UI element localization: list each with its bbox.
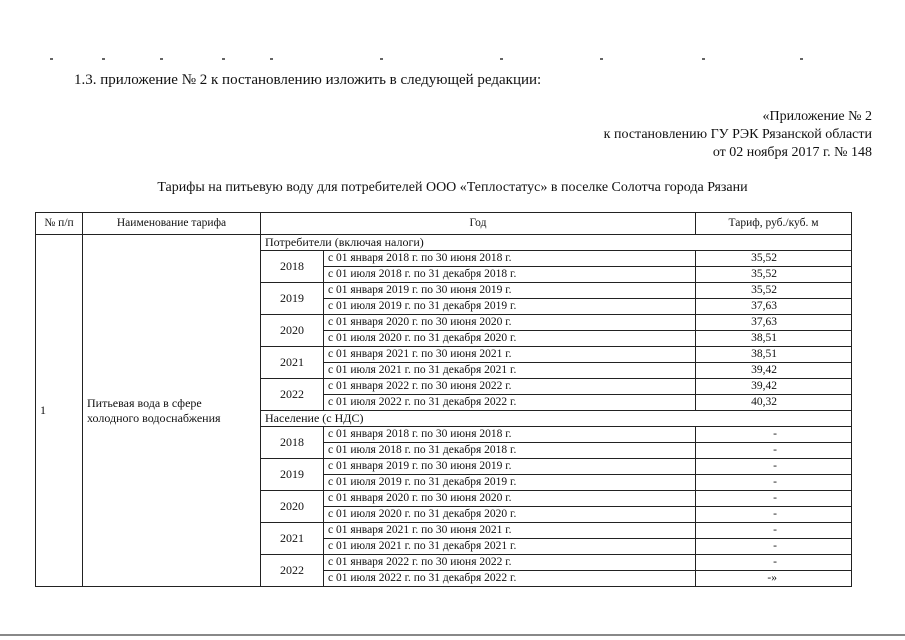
tariff-value-cell: -	[696, 491, 852, 507]
group-label: Потребители (включая налоги)	[261, 235, 852, 251]
period-cell: с 01 июля 2018 г. по 31 декабря 2018 г.	[324, 267, 696, 283]
year-cell: 2020	[261, 491, 324, 523]
tariff-value-cell: -	[696, 539, 852, 555]
period-cell: с 01 января 2020 г. по 30 июня 2020 г.	[324, 315, 696, 331]
header-year: Год	[261, 213, 696, 235]
year-cell: 2018	[261, 427, 324, 459]
row-number-cell: 1	[36, 235, 83, 587]
period-cell: с 01 января 2018 г. по 30 июня 2018 г.	[324, 427, 696, 443]
year-cell: 2020	[261, 315, 324, 347]
tariff-value-cell: 39,42	[696, 363, 852, 379]
table-body	[36, 235, 852, 587]
table-header-row	[36, 213, 852, 235]
appendix-header	[604, 108, 872, 162]
period-cell: с 01 января 2022 г. по 30 июня 2022 г.	[324, 379, 696, 395]
period-cell: с 01 июля 2019 г. по 31 декабря 2019 г.	[324, 475, 696, 491]
tariff-value-cell: -	[696, 475, 852, 491]
appendix-line-2: к постановлению ГУ РЭК Рязанской области	[603, 127, 872, 142]
header-tariff-name: Наименование тарифа	[83, 213, 261, 235]
tariff-name-cell: Питьевая вода в сфере холодного водоснабжения	[83, 235, 261, 587]
tariff-value-cell: 35,52	[696, 251, 852, 267]
tariff-value-cell: -	[696, 427, 852, 443]
period-cell: с 01 января 2021 г. по 30 июня 2021 г.	[324, 347, 696, 363]
tariff-table	[35, 212, 852, 587]
tariff-value-cell: -	[696, 443, 852, 459]
period-cell: с 01 июля 2020 г. по 31 декабря 2020 г.	[324, 331, 696, 347]
document-title: Тарифы на питьевую воду для потребителей ООО «Теплостатус» в поселке Солотча города Рязани	[157, 180, 748, 195]
period-cell: с 01 июля 2022 г. по 31 декабря 2022 г.	[324, 395, 696, 411]
tariff-value-cell: 35,52	[696, 283, 852, 299]
period-cell: с 01 июля 2018 г. по 31 декабря 2018 г.	[324, 443, 696, 459]
period-cell: с 01 января 2018 г. по 30 июня 2018 г.	[324, 251, 696, 267]
period-cell: с 01 января 2019 г. по 30 июня 2019 г.	[324, 283, 696, 299]
tariff-value-cell: 37,63	[696, 315, 852, 331]
tariff-value-cell: -	[696, 459, 852, 475]
appendix-line-1: «Приложение № 2	[762, 109, 872, 124]
period-cell: с 01 июля 2020 г. по 31 декабря 2020 г.	[324, 507, 696, 523]
period-cell: с 01 июля 2021 г. по 31 декабря 2021 г.	[324, 539, 696, 555]
group-label: Население (с НДС)	[261, 411, 852, 427]
period-cell: с 01 января 2019 г. по 30 июня 2019 г.	[324, 459, 696, 475]
tariff-value-cell: 38,51	[696, 347, 852, 363]
period-cell: с 01 января 2022 г. по 30 июня 2022 г.	[324, 555, 696, 571]
tariff-value-cell: 38,51	[696, 331, 852, 347]
tariff-value-cell: -»	[696, 571, 852, 587]
period-cell: с 01 июля 2022 г. по 31 декабря 2022 г.	[324, 571, 696, 587]
year-cell: 2022	[261, 379, 324, 411]
year-cell: 2022	[261, 555, 324, 587]
year-cell: 2021	[261, 523, 324, 555]
intro-paragraph: 1.3. приложение № 2 к постановлению изложить в следующей редакции:	[74, 72, 542, 88]
year-cell: 2019	[261, 459, 324, 491]
header-tariff-value: Тариф, руб./куб. м	[696, 213, 852, 235]
year-cell: 2018	[261, 251, 324, 283]
period-cell: с 01 июля 2021 г. по 31 декабря 2021 г.	[324, 363, 696, 379]
tariff-value-cell: 39,42	[696, 379, 852, 395]
tariff-value-cell: -	[696, 523, 852, 539]
tariff-value-cell: 40,32	[696, 395, 852, 411]
tariff-value-cell: -	[696, 507, 852, 523]
tariff-value-cell: -	[696, 555, 852, 571]
tariff-value-cell: 37,63	[696, 299, 852, 315]
page-bottom-edge	[0, 634, 905, 636]
header-number: № п/п	[36, 213, 83, 235]
period-cell: с 01 января 2021 г. по 30 июня 2021 г.	[324, 523, 696, 539]
group-row	[36, 235, 852, 251]
appendix-line-3: от 02 ноября 2017 г. № 148	[712, 145, 872, 160]
tariff-value-cell: 35,52	[696, 267, 852, 283]
period-cell: с 01 июля 2019 г. по 31 декабря 2019 г.	[324, 299, 696, 315]
year-cell: 2019	[261, 283, 324, 315]
period-cell: с 01 января 2020 г. по 30 июня 2020 г.	[324, 491, 696, 507]
year-cell: 2021	[261, 347, 324, 379]
scan-artifact-dots	[0, 58, 905, 62]
